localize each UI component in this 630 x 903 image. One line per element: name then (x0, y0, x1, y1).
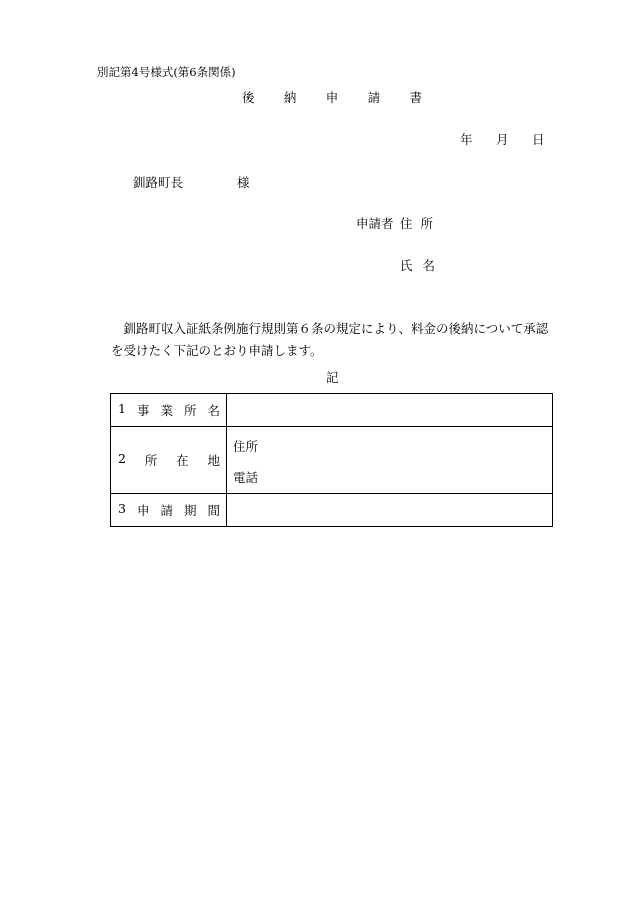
title-char: 書 (409, 90, 422, 105)
table-row (111, 394, 553, 427)
date-month: 月 (496, 132, 509, 147)
document-title (242, 88, 422, 106)
label-char: 在 (176, 453, 189, 468)
date-line (460, 130, 545, 148)
title-char: 納 (283, 90, 297, 105)
body-paragraph: 釧路町収入証紙条例施行規則第６条の規定により、料金の後納について承認を受けたく下記のとおり申請します。 (111, 321, 549, 358)
label-char: 所 (183, 403, 197, 418)
table-row (111, 427, 553, 494)
title-char: 後 (242, 90, 255, 105)
title-char: 申 (325, 90, 339, 105)
label-char: 間 (207, 503, 220, 518)
table-row (111, 494, 553, 527)
label-char: 請 (160, 503, 173, 518)
applicant-address-label: 住所 (400, 216, 442, 231)
application-period-field[interactable] (227, 494, 553, 527)
title-char: 請 (367, 90, 381, 105)
label-char: 業 (160, 403, 173, 418)
label-char: 名 (207, 403, 220, 418)
phone-sublabel: 電話 (233, 470, 259, 485)
label-char: 所 (144, 453, 158, 468)
items-table (110, 393, 553, 527)
row-number: 2 (118, 451, 126, 466)
row-number: 1 (118, 401, 126, 416)
date-year: 年 (460, 132, 473, 147)
business-name-field[interactable] (227, 394, 553, 427)
applicant-name-label: 氏名 (400, 258, 446, 273)
location-field[interactable] (227, 427, 553, 494)
row-label (111, 427, 227, 494)
label-char: 期 (183, 503, 197, 518)
label-char: 事 (136, 403, 150, 418)
addressee-honorific: 様 (237, 175, 250, 190)
date-day: 日 (532, 132, 545, 147)
row-number: 3 (118, 501, 126, 516)
ki-heading: 記 (326, 370, 339, 385)
row-label (111, 494, 227, 527)
address-sublabel: 住所 (233, 439, 259, 454)
label-char: 申 (136, 503, 150, 518)
addressee-name: 釧路町長 (133, 175, 184, 190)
form-label: 別記第4号様式(第6条関係) (97, 65, 236, 79)
applicant-label: 申請者 (356, 216, 394, 231)
row-label (111, 394, 227, 427)
label-char: 地 (207, 453, 220, 468)
